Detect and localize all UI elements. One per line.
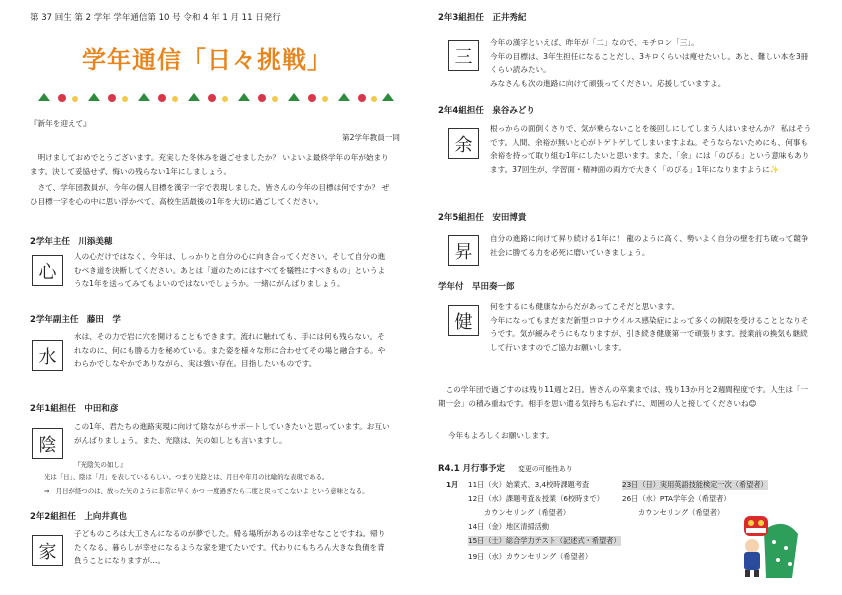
teacher-message: 根っからの面倒くさりで、気が乗らないことを後回しにしてしまう人はいませんか？ 私はそうです。人間、余裕が無いと心がトゲトゲしてしまいますよね。そうならないためにも、何事も余裕を持って取り組む1年にしたいと思います。また、「余」には「のびる」という意味もあります。37回生が、学習面・精神面の両方で大きく「のびる」1年になりますように✨	[490, 124, 812, 174]
teacher-message: 自分の進路に向けて昇り続ける1年に！ 龍のように高く、勢いよく自分の壁を打ち破って競争社会に勝てる力を必死に磨いていきましょう。	[490, 234, 809, 257]
new-year-decoration	[30, 87, 400, 107]
kanji-box: 余	[448, 128, 479, 159]
schedule-item: カウンセリング（希望者）	[638, 508, 725, 517]
kanji-box: 三	[448, 40, 479, 71]
teacher-heading: 2年1組担任 中田和彦	[30, 404, 119, 414]
kanji-box: 陰	[32, 428, 63, 459]
schedule-month: 1月	[446, 480, 459, 489]
teacher-heading: 2年3組担任 正井秀紀	[438, 13, 527, 23]
newsletter-title: 学年通信「日々挑戦」	[82, 45, 332, 74]
lion-dance-illustration	[734, 512, 800, 578]
teacher-heading: 2学年主任 川添美穂	[30, 237, 113, 247]
closing-message: この学年団で過ごすのは残り11週と2日。皆さんの卒業までは、残り13か月と2週間程度です。人生は「一期一会」の積み重ねです。相手を思い遣る気持ちも忘れずに、周囲の人と接してくださいね😊	[438, 385, 809, 408]
kanji-box: 昇	[448, 235, 479, 266]
schedule-item: 19日（水）カウンセリング（希望者）	[468, 552, 593, 561]
kanji-box: 心	[32, 255, 63, 286]
teacher-message: 何をするにも健康なからだがあってこそだと思います。 今年になってもまだまだ新型コロナウイルス感染症によって多くの制限を受けることとなりそうです。気が緩みそうにもなりますが、引き続き健康第一で頑張ります。授業前の換気も継続して行いますのでご協力お願いします。	[490, 302, 809, 352]
schedule-item: 11日（火）始業式、3,4校時課題考査	[468, 480, 590, 489]
intro-paragraph-1: 明けましておめでとうございます。充実した冬休みを過ごせましたか？ いよいよ最終学年の年が始まります。決して妥協せず、悔いの残らない1年にしましょう。	[30, 153, 389, 176]
teacher-message: 人の心だけではなく、今年は、しっかりと自分の心に向き合ってください。そして自分の進むべき道を決断してください。あとは「道のためにはすべてを犠牲にすべきもの」というような1年を送ってみてもよいのではないでしょうか。一緒にがんばりましょう。	[74, 252, 386, 289]
teacher-message: この1年、君たちの進路実現に向けて陰ながらサポートしていきたいと思っています。お互いがんばりましょう。また、光陰は、矢の如しとも言いますし。	[74, 422, 390, 445]
teacher-heading: 学年付 早田奏一郎	[438, 282, 515, 292]
schedule-item: 14日（金）地区清掃活動	[468, 522, 550, 531]
schedule-item-highlighted: 15日（土）総合学力テスト（記述式・希望者）	[468, 536, 621, 545]
teacher-heading: 2学年副主任 藤田 学	[30, 315, 121, 325]
note-line: 光は「日」、陰は「月」を表しているらしい。つまり光陰とは、月日や年月の比喩的な表現である。	[44, 473, 329, 481]
kanji-box: 水	[32, 340, 63, 371]
schedule-note: 変更の可能性あり	[518, 465, 573, 473]
teacher-message: 子どものころは大工さんになるのが夢でした。帰る場所があるのは幸せなことですね。帰りたくなる、暮らしが幸せになるような家を建てたいです。代わりにもちろん大きな負債を背負うことになりますが…。	[74, 529, 386, 566]
issue-line: 第 37 回生 第 2 学年 学年通信第 10 号 令和 4 年 1 月 11 日発行	[30, 13, 281, 23]
schedule-item: 12日（水）課題考査＆授業（6校時まで）	[468, 494, 604, 503]
schedule-item: 26日（水）PTA学年会（希望者）	[622, 494, 731, 503]
schedule-item-highlighted: 23日（日）実用英語技能検定一次（希望者）	[622, 480, 768, 489]
teacher-heading: 2年5組担任 安田博貴	[438, 213, 527, 223]
teacher-message: 水は、その力で岩に穴を開けることもできます。流れに触れても、手には何も残らない。それなのに、何にも勝る力を秘めている。また姿を様々な形に合わせてその場と融合する。やわらかでしなやかでありながら、実は強い存在。目指したいものです。	[74, 332, 386, 369]
teacher-heading: 2年2組担任 上向井真也	[30, 512, 127, 522]
schedule-header	[438, 456, 573, 475]
teacher-heading: 2年4組担任 泉谷みどり	[438, 106, 535, 116]
intro-paragraph-2: さて、学年団教員が、今年の個人目標を漢字一字で表現しました。皆さんの今年の目標は何ですか？ ぜひ目標一字を心の中に思い浮かべて、高校生活最後の1年を大切に過ごしてください。	[30, 183, 390, 206]
schedule-item: カウンセリング（希望者）	[484, 508, 571, 517]
teacher-message: 今年の漢字といえば、昨年が「二」なので、モチロン「三」。 今年の目標は、3年生担任になることだし、3キロくらいは痩せたいし。あと、難しい本を3冊くらい読みたい。 みなさんも次の進路に向けて頑張ってください。応援していますよ。	[490, 38, 809, 88]
pine-plum-decoration-icon	[30, 87, 400, 107]
intro-signature: 第2学年教員一同	[342, 133, 400, 142]
kanji-box: 家	[32, 535, 63, 566]
schedule-heading: R4.1 月行事予定	[438, 464, 506, 474]
shishimai-icon	[734, 512, 800, 578]
kanji-box: 健	[448, 305, 479, 336]
note-line: ⇒ 月日が経つのは、放った矢のように非常に早く かつ 一度過ぎたら二度と戻ってこないよ という意味となる。	[44, 487, 369, 495]
note-title: 『光陰矢の如し』	[74, 461, 127, 469]
intro-heading: 『新年を迎えて』	[30, 119, 91, 128]
closing-sign-off: 今年もよろしくお願いします。	[448, 431, 554, 440]
